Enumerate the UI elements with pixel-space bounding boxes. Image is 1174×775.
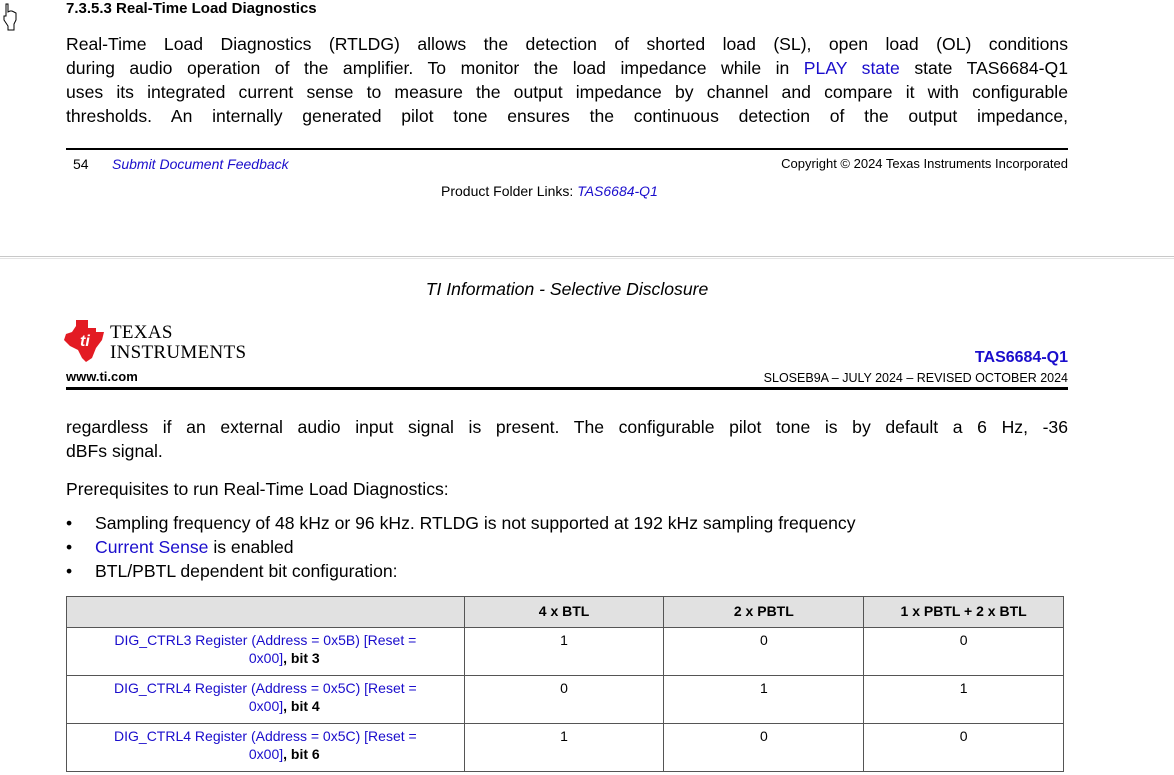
table-header-row [67,597,1064,628]
current-sense-link[interactable]: Current Sense [95,537,209,557]
svg-text:ti: ti [80,333,90,350]
prerequisites-heading: Prerequisites to run Real-Time Load Diagnostics: [66,479,449,499]
table-row [67,676,1064,724]
table-cell: 0 [664,628,864,676]
table-cell: 1 [464,628,664,676]
text-line: regardless if an external audio input signal is present. The configurable pilot tone is by default a 6 Hz, -36 [66,417,1068,437]
page-separator [0,256,1174,257]
register-cell [67,724,465,772]
ti-wordmark: TEXAS INSTRUMENTS [110,322,247,363]
register-line2: 0x00], bit 3 [248,650,320,666]
website-link[interactable]: www.ti.com [66,369,138,384]
product-folder-links: Product Folder Links: TAS6684-Q1 [441,183,658,199]
table-cell: 0 [464,676,664,724]
disclosure-banner: TI Information - Selective Disclosure [425,279,709,299]
text-line: thresholds. An internally generated pilot tone ensures the continuous detection of the output impedance, [66,106,1068,126]
text-line: dBFs signal. [66,441,163,461]
dig-ctrl3-register-link[interactable]: DIG_CTRL3 Register (Address = 0x5B) [Reset = 0x00], bit 3 [87,632,444,667]
text-line: uses its integrated current sense to measure the output impedance by channel and compare it with configurable [66,82,1068,102]
paragraph-rtldg-intro [66,32,1068,128]
footer-divider [66,148,1068,150]
copyright-text: Copyright © 2024 Texas Instruments Incorporated [781,156,1068,171]
list-item: • Current Sense is enabled [66,537,294,557]
header-divider [66,387,1068,390]
submit-feedback-link[interactable]: Submit Document Feedback [112,156,289,172]
section-title: 7.3.5.3 Real-Time Load Diagnostics [66,0,317,17]
table-cell: 0 [664,724,864,772]
btl-pbtl-config-table [66,596,1064,772]
paragraph-pilot-tone [66,415,1068,463]
table-cell: 1 [864,676,1064,724]
document-title-link[interactable]: TAS6684-Q1 [974,349,1068,366]
table-cell: 0 [864,724,1064,772]
page-separator [0,258,1174,259]
register-cell [67,676,465,724]
table-row [67,628,1064,676]
table-header-cell: 2 x PBTL [664,597,864,628]
table-header-cell: 1 x PBTL + 2 x BTL [864,597,1064,628]
list-item: • BTL/PBTL dependent bit configuration: [66,561,398,581]
document-revision: SLOSEB9A – JULY 2024 – REVISED OCTOBER 2024 [763,371,1068,385]
table-cell: 0 [864,628,1064,676]
text-line: during audio operation of the amplifier. To monitor the load impedance while in PLAY state state TAS6684-Q1 [66,58,1068,78]
product-folder-link[interactable]: TAS6684-Q1 [577,183,658,199]
register-cell [67,628,465,676]
play-state-link[interactable]: PLAY state [803,58,900,78]
ti-logo-icon [62,318,106,364]
hand-cursor-icon [2,2,20,32]
dig-ctrl4-register-link[interactable]: DIG_CTRL4 Register (Address = 0x5C) [Reset = 0x00], bit 4 [87,680,444,715]
table-cell: 1 [664,676,864,724]
table-row [67,724,1064,772]
table-header-cell: 4 x BTL [464,597,664,628]
register-line2: 0x00], bit 6 [248,746,320,762]
list-item: • Sampling frequency of 48 kHz or 96 kHz. RTLDG is not supported at 192 kHz sampling frequency [66,513,856,533]
register-line2: 0x00], bit 4 [248,698,320,714]
dig-ctrl4-register-link[interactable]: DIG_CTRL4 Register (Address = 0x5C) [Reset = 0x00], bit 6 [87,728,444,763]
table-cell: 1 [464,724,664,772]
text-line: Real-Time Load Diagnostics (RTLDG) allows the detection of shorted load (SL), open load (OL) conditions [66,34,1068,54]
page-number: 54 [73,156,89,172]
table-header-cell [67,597,465,628]
